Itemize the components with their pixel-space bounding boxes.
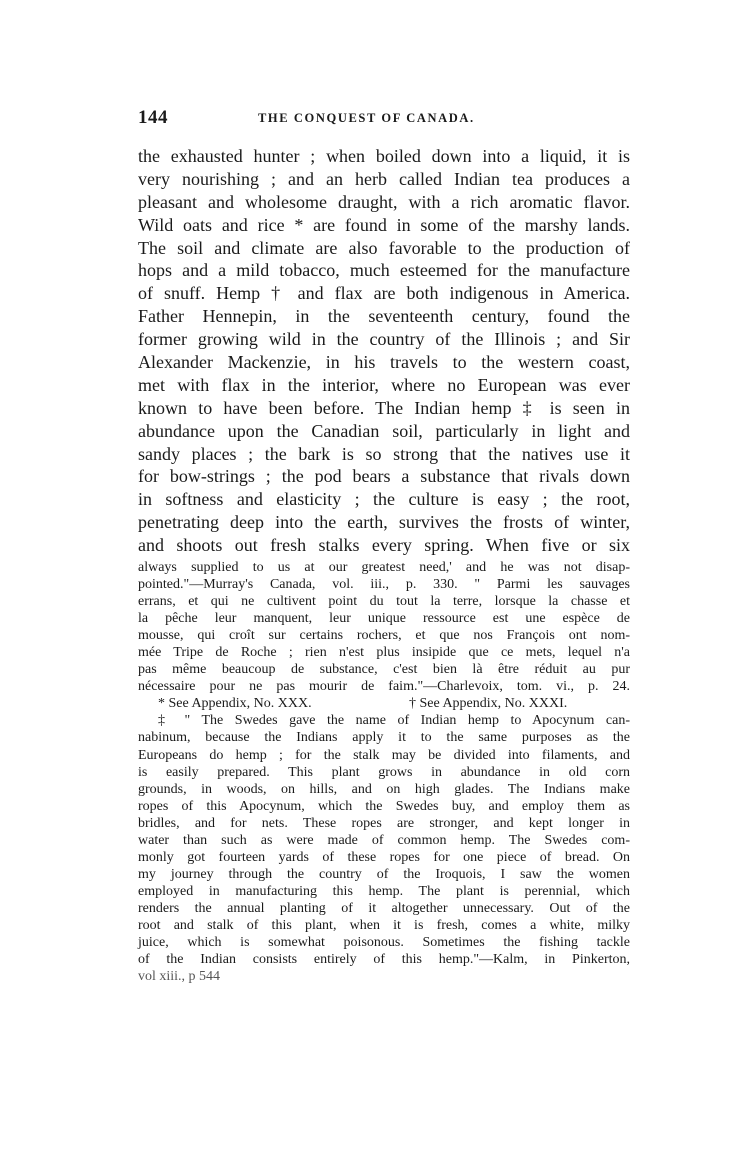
footnote-line: employed in manufacturing this hemp. The plant is perennial, which — [138, 883, 630, 899]
footnote-line: monly got fourteen yards of these ropes for one piece of bread. On — [138, 849, 630, 865]
appendix-references — [138, 695, 630, 712]
body-line: The soil and climate are also favorable to the production of — [138, 237, 630, 258]
body-line: met with flax in the interior, where no European was ever — [138, 374, 630, 395]
body-line: for bow-strings ; the pod bears a substance that rivals down — [138, 466, 630, 487]
body-line: sandy places ; the bark is so strong that the natives use it — [138, 443, 630, 464]
footnote-line: bridles, and for nets. These ropes are stronger, and kept longer in — [138, 815, 630, 831]
footnote-line: errans, et qui ne cultivent point du tout la terre, lorsque la chasse et — [138, 594, 630, 610]
footnote-line: is easily prepared. This plant grows in abundance in old corn — [138, 764, 630, 780]
body-line: former growing wild in the country of the Illinois ; and Sir — [138, 329, 630, 350]
running-title: THE CONQUEST OF CANADA. — [258, 111, 475, 125]
page-number: 144 — [138, 107, 168, 128]
footnote-line: water than such as were made of common hemp. The Swedes com- — [138, 832, 630, 848]
body-line: pleasant and wholesome draught, with a rich aromatic flavor. — [138, 191, 630, 212]
footnote-line: root and stalk of this plant, when it is fresh, comes a white, milky — [138, 917, 630, 933]
body-line: in softness and elasticity ; the culture is easy ; the root, — [138, 489, 630, 510]
footnote-line: grounds, in woods, on hills, and on high glades. The Indians make — [138, 781, 630, 797]
body-text — [138, 145, 630, 557]
footnote-line: nabinum, because the Indians apply it to the same purposes as the — [138, 730, 630, 746]
body-line: of snuff. Hemp † and flax are both indigenous in America. — [138, 283, 630, 304]
page-header — [138, 107, 630, 131]
footnotes — [138, 559, 630, 985]
footnote-line: vol xiii., p 544 — [138, 969, 221, 985]
body-line: Alexander Mackenzie, in his travels to the western coast, — [138, 352, 630, 373]
footnote-line: my journey through the country of the Iroquois, I saw the women — [138, 866, 630, 882]
footnote-line: ropes of this Apocynum, which the Swedes buy, and employ them as — [138, 798, 630, 814]
footnote-line: nécessaire pour ne pas mourir de faim."—Charlevoix, tom. vi., p. 24. — [138, 679, 630, 695]
footnote-line: renders the annual planting of it altogether unnecessary. Out of the — [138, 900, 630, 916]
appendix-ref-dagger: † See Appendix, No. XXXI. — [409, 696, 568, 712]
body-line: hops and a mild tobacco, much esteemed for the manufacture — [138, 260, 630, 281]
body-line: very nourishing ; and an herb called Indian tea produces a — [138, 168, 630, 189]
body-line: and shoots out fresh stalks every spring. When five or six — [138, 535, 630, 556]
footnote-line: pointed."—Murray's Canada, vol. iii., p. 330. " Parmi les sauvages — [138, 577, 630, 593]
footnote-line: ‡ " The Swedes gave the name of Indian hemp to Apocynum can- — [158, 713, 630, 729]
footnote-line: Europeans do hemp ; for the stalk may be divided into filaments, and — [138, 747, 630, 763]
footnote-line: always supplied to us at our greatest need,' and he was not disap- — [138, 560, 630, 575]
appendix-ref-star: * See Appendix, No. XXX. — [158, 696, 312, 712]
body-line: the exhausted hunter ; when boiled down into a liquid, it is — [138, 146, 630, 166]
body-line: penetrating deep into the earth, survives the frosts of winter, — [138, 512, 630, 533]
body-line: abundance upon the Canadian soil, particularly in light and — [138, 420, 630, 441]
body-line: Father Hennepin, in the seventeenth century, found the — [138, 306, 630, 327]
footnote-line: of the Indian consists entirely of this hemp."—Kalm, in Pinkerton, — [138, 952, 630, 968]
footnote-line: mousse, qui croît sur certains rochers, et que nos François ont nom- — [138, 628, 630, 644]
footnote-line: juice, which is somewhat poisonous. Sometimes the fishing tackle — [138, 935, 630, 951]
footnote-line: la pêche leur manquent, leur unique ressource est une espèce de — [138, 611, 630, 627]
body-line: known to have been before. The Indian hemp ‡ is seen in — [138, 397, 630, 418]
footnote-line: mée Tripe de Roche ; rien n'est plus insipide que ce mets, lequel n'a — [138, 645, 630, 661]
body-line: Wild oats and rice * are found in some of the marshy lands. — [138, 214, 630, 235]
footnote-line: pas même beaucoup de substance, c'est bien là être réduit au pur — [138, 662, 630, 678]
